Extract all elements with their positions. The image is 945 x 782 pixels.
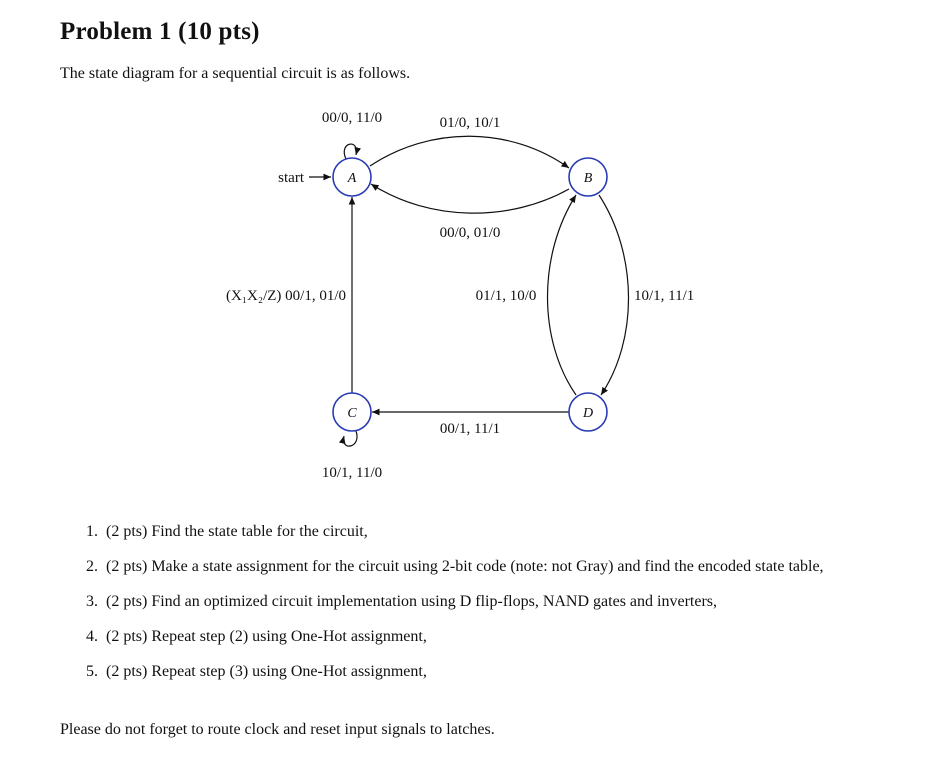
label-self-C: 10/1, 11/0 (321, 465, 383, 481)
label-D-to-C: 00/1, 11/1 (439, 421, 501, 437)
edge-D-to-B (548, 195, 577, 395)
label-C-to-A: (X₁X₂/Z) 00/1, 01/0 (225, 288, 346, 304)
footer-note: Please do not forget to route clock and reset input signals to latches. (60, 721, 495, 738)
svg-text:B: B (583, 171, 593, 186)
label-self-A: 00/0, 11/0 (321, 110, 383, 126)
self-loop-C (344, 431, 358, 446)
task-item: 4. (2 pts) Repeat step (2) using One-Hot assignment, (102, 626, 902, 648)
task-list (60, 521, 902, 696)
label-A-to-B: 01/0, 10/1 (439, 115, 501, 131)
svg-text:C: C (347, 406, 357, 421)
svg-text:A: A (347, 171, 357, 186)
problem-title: Problem 1 (10 pts) (60, 18, 260, 45)
task-item: 3. (2 pts) Find an optimized circuit implementation using D flip-flops, NAND gates and inverters, (102, 591, 902, 613)
state-C (333, 393, 371, 431)
task-item: 2. (2 pts) Make a state assignment for the circuit using 2-bit code (note: not Gray) and find the encoded state table, (102, 556, 902, 578)
self-loop-A (344, 144, 356, 159)
edge-B-to-A (371, 184, 569, 213)
start-label: start (278, 170, 304, 186)
task-item: 5. (2 pts) Repeat step (3) using One-Hot assignment, (102, 661, 902, 683)
edge-A-to-B (370, 136, 569, 168)
svg-text:D: D (582, 406, 594, 421)
label-B-to-A: 00/0, 01/0 (439, 225, 501, 241)
label-B-to-D: 10/1, 11/1 (634, 288, 695, 304)
intro-text: The state diagram for a sequential circuit is as follows. (60, 65, 411, 82)
state-A (333, 158, 371, 196)
edge-B-to-D (599, 195, 629, 395)
state-D (569, 393, 607, 431)
label-D-to-B: 01/1, 10/0 (475, 288, 537, 304)
state-B (569, 158, 607, 196)
task-item: 1. (2 pts) Find the state table for the circuit, (102, 521, 902, 543)
